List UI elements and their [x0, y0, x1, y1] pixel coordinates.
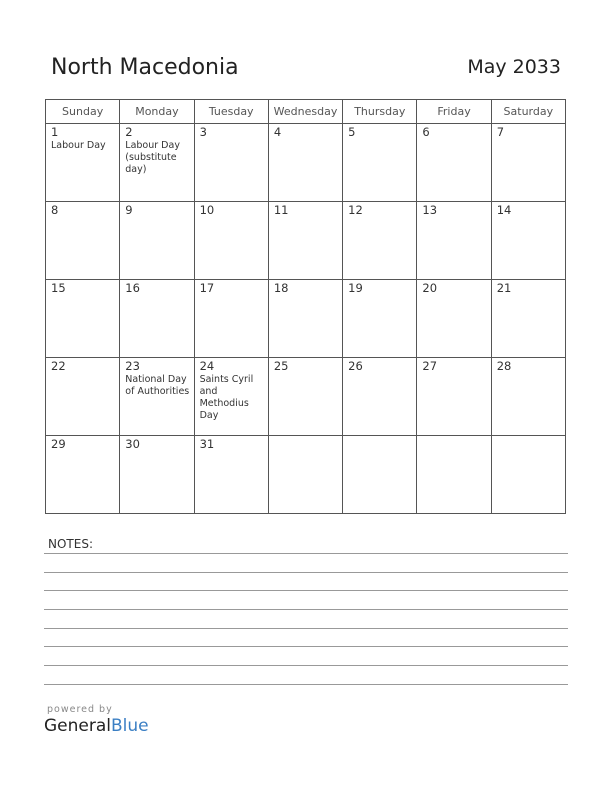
day-cell[interactable]: [46, 280, 120, 358]
brand-name-general: General: [44, 716, 111, 736]
day-number: 20: [422, 281, 438, 295]
day-cell[interactable]: [268, 280, 342, 358]
day-number: 17: [199, 281, 215, 295]
day-cell[interactable]: [46, 202, 120, 280]
day-number: 10: [199, 203, 215, 217]
day-number: 9: [125, 203, 133, 217]
day-cell[interactable]: [268, 124, 342, 202]
holiday-label: National Day of Authorities: [125, 374, 190, 397]
day-cell[interactable]: [417, 358, 491, 436]
note-line: [44, 646, 568, 647]
week-row: [46, 202, 566, 280]
day-number: 7: [496, 125, 505, 139]
day-cell[interactable]: [120, 280, 194, 358]
day-cell[interactable]: [46, 124, 120, 202]
weekday-friday: Friday: [417, 100, 491, 124]
calendar-grid: [45, 99, 566, 514]
day-number: 30: [125, 437, 140, 451]
day-number: 1: [51, 125, 59, 139]
calendar-title: North Macedonia: [51, 55, 239, 80]
day-number: 21: [496, 281, 512, 295]
day-cell[interactable]: [343, 358, 417, 436]
day-cell[interactable]: [194, 124, 268, 202]
note-line: [44, 684, 568, 685]
day-number: 6: [422, 125, 430, 139]
day-cell[interactable]: [120, 202, 194, 280]
weekday-sunday: Sunday: [46, 100, 120, 124]
brand-logo[interactable]: [44, 716, 149, 736]
week-row: [46, 280, 566, 358]
day-cell[interactable]: [268, 436, 342, 514]
day-cell[interactable]: [417, 124, 491, 202]
note-line: [44, 609, 568, 610]
holiday-label: Labour Day (substitute day): [125, 140, 180, 175]
week-row: [46, 358, 566, 436]
day-cell[interactable]: [343, 436, 417, 514]
day-cell[interactable]: [491, 280, 565, 358]
day-cell[interactable]: [491, 358, 565, 436]
day-number: 19: [348, 281, 363, 295]
weekday-thursday: Thursday: [343, 100, 417, 124]
day-number: 24: [199, 359, 215, 373]
day-cell[interactable]: [491, 202, 565, 280]
holiday-label: Labour Day: [51, 140, 106, 151]
day-cell[interactable]: [343, 124, 417, 202]
day-cell[interactable]: [343, 280, 417, 358]
powered-by-label: powered by: [47, 704, 113, 715]
day-cell[interactable]: [417, 280, 491, 358]
weekday-saturday: Saturday: [491, 100, 565, 124]
day-cell[interactable]: [46, 358, 120, 436]
day-number: 31: [199, 437, 215, 451]
day-cell[interactable]: [268, 202, 342, 280]
day-cell[interactable]: [46, 436, 120, 514]
day-number: 3: [199, 125, 207, 139]
day-cell[interactable]: [343, 202, 417, 280]
day-number: 2: [125, 125, 133, 139]
holiday-label: Saints Cyril and Methodius Day: [199, 374, 254, 421]
day-cell[interactable]: [491, 436, 565, 514]
day-number: 28: [496, 359, 512, 373]
day-number: 15: [51, 281, 66, 295]
weekday-monday: Monday: [120, 100, 194, 124]
day-cell[interactable]: [194, 436, 268, 514]
day-cell[interactable]: [194, 358, 268, 436]
day-number: 11: [273, 203, 289, 217]
day-number: 29: [51, 437, 66, 451]
day-cell[interactable]: [417, 436, 491, 514]
day-number: 23: [125, 359, 140, 373]
day-cell[interactable]: [417, 202, 491, 280]
day-number: 8: [51, 203, 59, 217]
note-line: [44, 553, 568, 554]
weekday-header-row: [46, 100, 566, 124]
day-number: 22: [51, 359, 66, 373]
month-year-label: May 2033: [467, 56, 561, 78]
brand-name-blue: Blue: [111, 716, 149, 736]
note-line: [44, 628, 568, 629]
week-row: [46, 124, 566, 202]
day-number: 4: [273, 125, 282, 139]
day-number: 26: [348, 359, 363, 373]
day-number: 5: [348, 125, 356, 139]
day-number: 18: [273, 281, 289, 295]
day-cell[interactable]: [120, 358, 194, 436]
day-number: 27: [422, 359, 438, 373]
note-line: [44, 572, 568, 573]
day-number: 13: [422, 203, 438, 217]
day-cell[interactable]: [268, 358, 342, 436]
day-number: 12: [348, 203, 363, 217]
notes-label: NOTES:: [48, 537, 93, 551]
day-number: 16: [125, 281, 140, 295]
day-cell[interactable]: [194, 280, 268, 358]
day-cell[interactable]: [194, 202, 268, 280]
day-cell[interactable]: [120, 436, 194, 514]
day-number: 14: [496, 203, 512, 217]
day-cell[interactable]: [491, 124, 565, 202]
note-line: [44, 590, 568, 591]
weekday-tuesday: Tuesday: [194, 100, 268, 124]
day-cell[interactable]: [120, 124, 194, 202]
note-line: [44, 665, 568, 666]
weekday-wednesday: Wednesday: [268, 100, 342, 124]
week-row: [46, 436, 566, 514]
day-number: 25: [273, 359, 289, 373]
